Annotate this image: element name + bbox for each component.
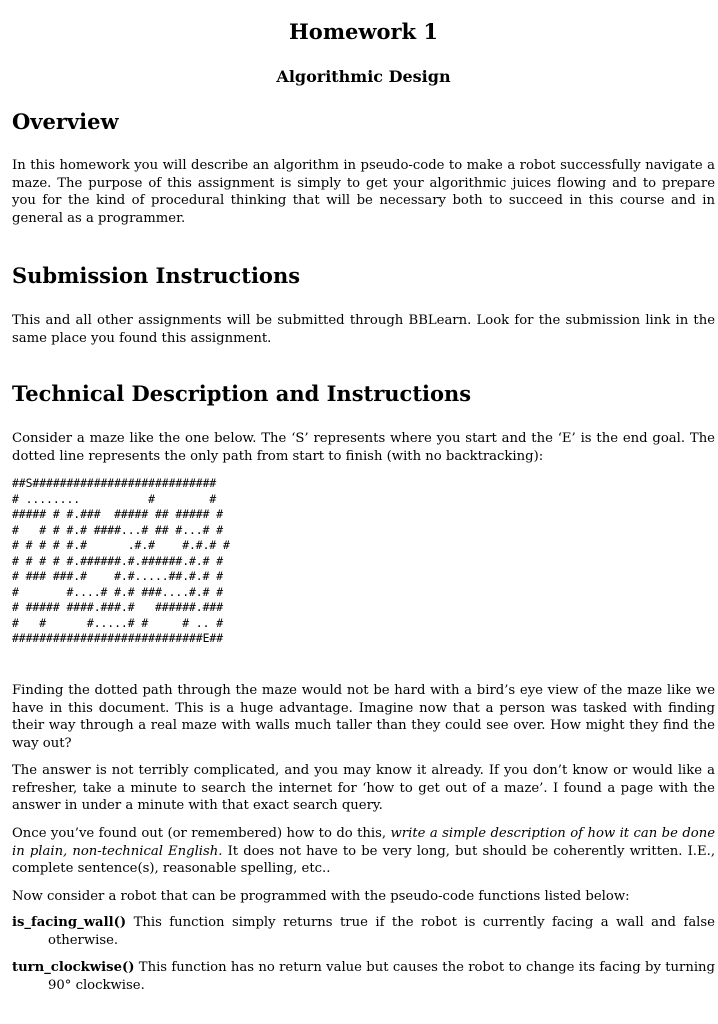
function-item [12,959,715,994]
overview-paragraph: In this homework you will describe an algorithm in pseudo-code to make a robot successfully navigate a maze. The purpose of this assignment is simply to get your algorithmic juices flowing and to prepare you for the kind of procedural thinking that will be necessary both to succeed in this course and in general as a programmer. [12,158,715,226]
technical-intro-paragraph: Consider a maze like the one below. The ‘S’ represents where you start and the ‘E’ is the end goal. The dotted line represents the only path from start to finish (with no backtracking): [12,431,715,464]
function-description: This function has no return value but causes the robot to change its facing by turning 90° clockwise. [48,960,715,993]
birds-eye-paragraph: Finding the dotted path through the maze would not be hard with a bird’s eye view of the maze like we have in this document. This is a huge advantage. Imagine now that a person was tasked with finding their way through a real maze with walls much taller than they could see over. How might they find the way out? [12,683,715,751]
function-item [12,914,715,949]
description-task-paragraph [12,825,715,878]
technical-heading: Technical Description and Instructions [12,381,472,406]
maze-ascii-art: ##S########################### # ........ # # ##### # #.### ##### ## ##### # # # # #.# ####...# ## #...# # # # # # #.# .#.# #.#.# # # # # # #.######.#.######.#.# # # ### ###.# #.#.....##.#.# # # #....# #.# ###....#.# # # ##### ####.###.# ######.### # # #.....# # # .. # ############################E## [12,476,230,645]
document-subtitle: Algorithmic Design [276,67,451,86]
description-task-text-start: Once you’ve found out (or remembered) how to do this, [12,826,391,841]
description-task-emphasis: write a simple description of how it can be done in plain, non-technical English. [12,826,716,859]
overview-heading: Overview [12,109,119,134]
function-name: is_facing_wall() [12,915,127,930]
function-description: This function simply returns true if the robot is currently facing a wall and false otherwise. [48,915,715,948]
function-name: turn_clockwise() [12,960,135,975]
submission-paragraph: This and all other assignments will be submitted through BBLearn. Look for the submission link in the same place you found this assignment. [12,313,715,346]
robot-intro-paragraph: Now consider a robot that can be programmed with the pseudo-code functions listed below: [12,889,630,904]
submission-heading: Submission Instructions [12,263,301,288]
description-task-text-end: It does not have to be very long, but should be coherently written. I.E., complete sentence(s), reasonable spelling, etc.. [12,843,716,876]
function-list [12,914,715,1004]
document-title: Homework 1 [288,19,439,44]
answer-paragraph: The answer is not terribly complicated, and you may know it already. If you don’t know or would like a refresher, take a minute to search the internet for ‘how to get out of a maze’. I found a page with the answer in under a minute with that exact search query. [12,763,715,813]
